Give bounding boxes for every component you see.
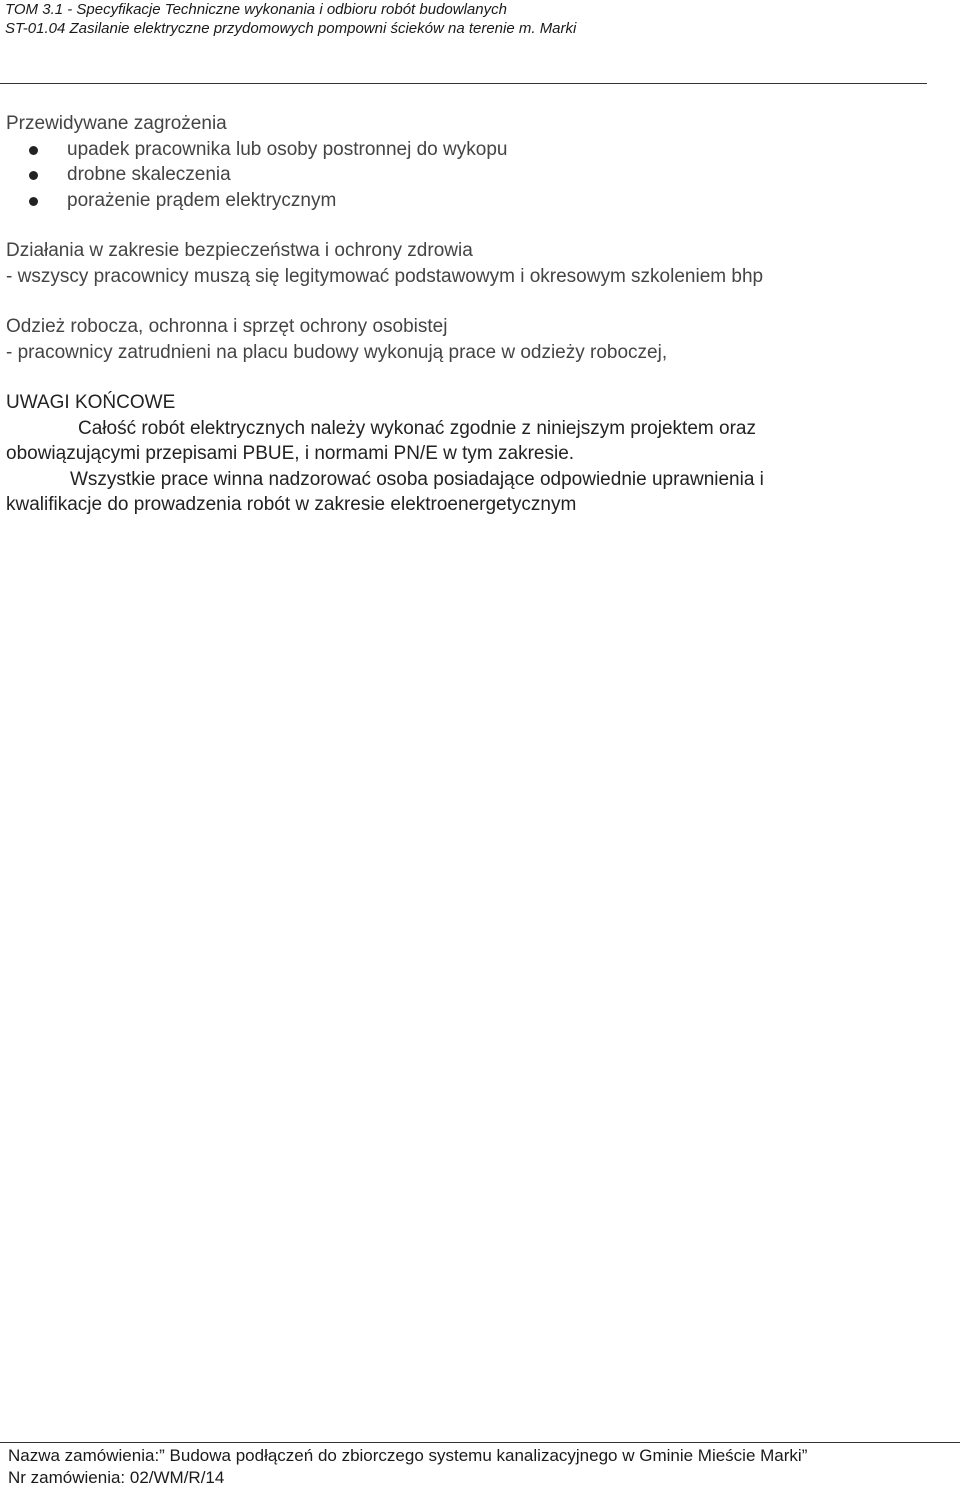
final-remarks-para1-line1: Całość robót elektrycznych należy wykonać zgodnie z niniejszym projektem oraz [78, 417, 756, 439]
page-header [5, 0, 925, 38]
footer-order-number: Nr zamówienia: 02/WM/R/14 [8, 1468, 225, 1487]
spacer [6, 365, 951, 390]
page-footer [8, 1445, 958, 1489]
bullet-icon [29, 171, 38, 180]
header-spec-title: ST-01.04 Zasilanie elektryczne przydomowych pompowni ścieków na terenie m. Marki [5, 20, 577, 37]
final-remarks [6, 390, 951, 518]
document-body [6, 111, 951, 518]
footer-order-name: Nazwa zamówienia:” Budowa podłączeń do zbiorczego systemu kanalizacyjnego w Gminie Mieście Marki” [8, 1446, 808, 1465]
clothing-heading: Odzież robocza, ochronna i sprzęt ochrony osobistej [6, 316, 448, 337]
final-remarks-para1-line2: obowiązującymi przepisami PBUE, i normami PN/E w tym zakresie. [6, 443, 575, 464]
final-remarks-para2-line2: kwalifikacje do prowadzenia robót w zakresie elektroenergetycznym [6, 494, 577, 515]
spacer [6, 213, 951, 238]
hazards-heading: Przewidywane zagrożenia [6, 113, 227, 134]
footer-divider [0, 1442, 960, 1443]
bullet-icon [29, 197, 38, 206]
hazard-text: upadek pracownika lub osoby postronnej do wykopu [67, 138, 508, 160]
hazard-text: porażenie prądem elektrycznym [67, 189, 337, 211]
list-item [6, 137, 951, 163]
spacer [6, 289, 951, 314]
header-volume-title: TOM 3.1 - Specyfikacje Techniczne wykonania i odbioru robót budowlanych [5, 1, 507, 18]
final-remarks-heading: UWAGI KOŃCOWE [6, 392, 176, 413]
hazard-text: drobne skaleczenia [67, 164, 231, 185]
safety-text: - wszyscy pracownicy muszą się legitymować podstawowym i okresowym szkoleniem bhp [6, 265, 764, 287]
hazards-list [6, 137, 951, 214]
safety-heading: Działania w zakresie bezpieczeństwa i ochrony zdrowia [6, 240, 473, 261]
header-divider [0, 83, 927, 84]
list-item [6, 162, 951, 188]
final-remarks-para2-line1: Wszystkie prace winna nadzorować osoba posiadające odpowiednie uprawnienia i [70, 468, 764, 490]
clothing-text: - pracownicy zatrudnieni na placu budowy wykonują prace w odzieży roboczej, [6, 341, 668, 363]
bullet-icon [29, 146, 38, 155]
list-item [6, 188, 951, 214]
